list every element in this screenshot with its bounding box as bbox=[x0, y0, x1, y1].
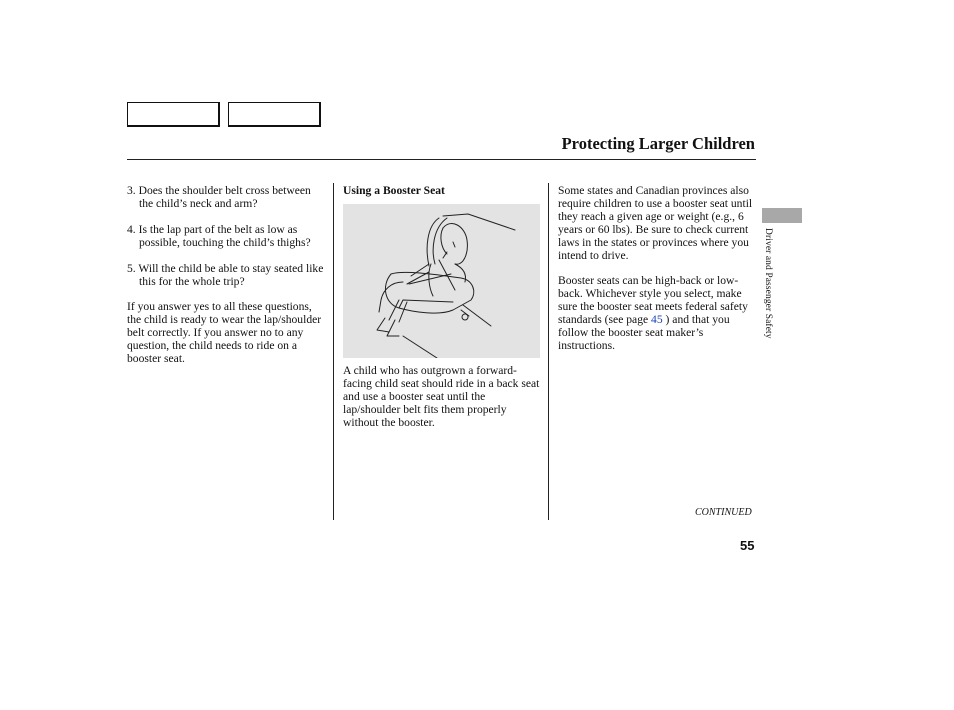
continued-label: CONTINUED bbox=[695, 507, 752, 518]
column-3 bbox=[558, 185, 757, 353]
title-rule bbox=[127, 159, 756, 160]
standards-text-after: ) and that you follow the booster seat maker’s instructions. bbox=[558, 313, 730, 352]
column-2 bbox=[343, 185, 541, 198]
laws-paragraph: Some states and Canadian provinces also require children to use a booster seat until they reach a given age or weight (e.g., 6 years or 60 lbs). Be sure to check current laws in the states or provinces where you intend to drive. bbox=[558, 184, 753, 262]
page-title: Protecting Larger Children bbox=[561, 134, 755, 153]
nav-button-2[interactable] bbox=[228, 102, 321, 127]
booster-seat-illustration bbox=[343, 204, 540, 358]
column-1 bbox=[127, 185, 327, 366]
question-item-5: 5. Will the child be able to stay seated like this for the whole trip? bbox=[127, 261, 324, 288]
section-tab bbox=[762, 208, 802, 223]
column-divider-1 bbox=[333, 183, 334, 520]
caption-text: A child who has outgrown a forward-facing child seat should ride in a back seat and use a booster seat until the lap/shoulder belt fits them properly without the booster. bbox=[343, 364, 540, 429]
answer-paragraph: If you answer yes to all these questions, the child is ready to wear the lap/shoulder belt correctly. If you answer no to any question, the child needs to ride on a booster seat. bbox=[127, 300, 322, 366]
figure-caption bbox=[343, 365, 541, 430]
question-item-4: 4. Is the lap part of the belt as low as possible, touching the child’s thighs? bbox=[127, 222, 311, 249]
section-heading: Using a Booster Seat bbox=[343, 184, 445, 197]
nav-button-1[interactable] bbox=[127, 102, 220, 127]
standards-paragraph bbox=[558, 275, 757, 352]
column-divider-2 bbox=[548, 183, 549, 520]
question-item-3: 3. Does the shoulder belt cross between the child’s neck and arm? bbox=[127, 184, 311, 210]
page-link[interactable]: 45 bbox=[651, 313, 663, 327]
page-number: 55 bbox=[740, 538, 755, 553]
section-label: Driver and Passenger Safety bbox=[763, 228, 773, 339]
standards-text-before: Booster seats can be high-back or low-back. Whichever style you select, make sure the booster seat meets federal safety standards (see page bbox=[558, 274, 748, 327]
